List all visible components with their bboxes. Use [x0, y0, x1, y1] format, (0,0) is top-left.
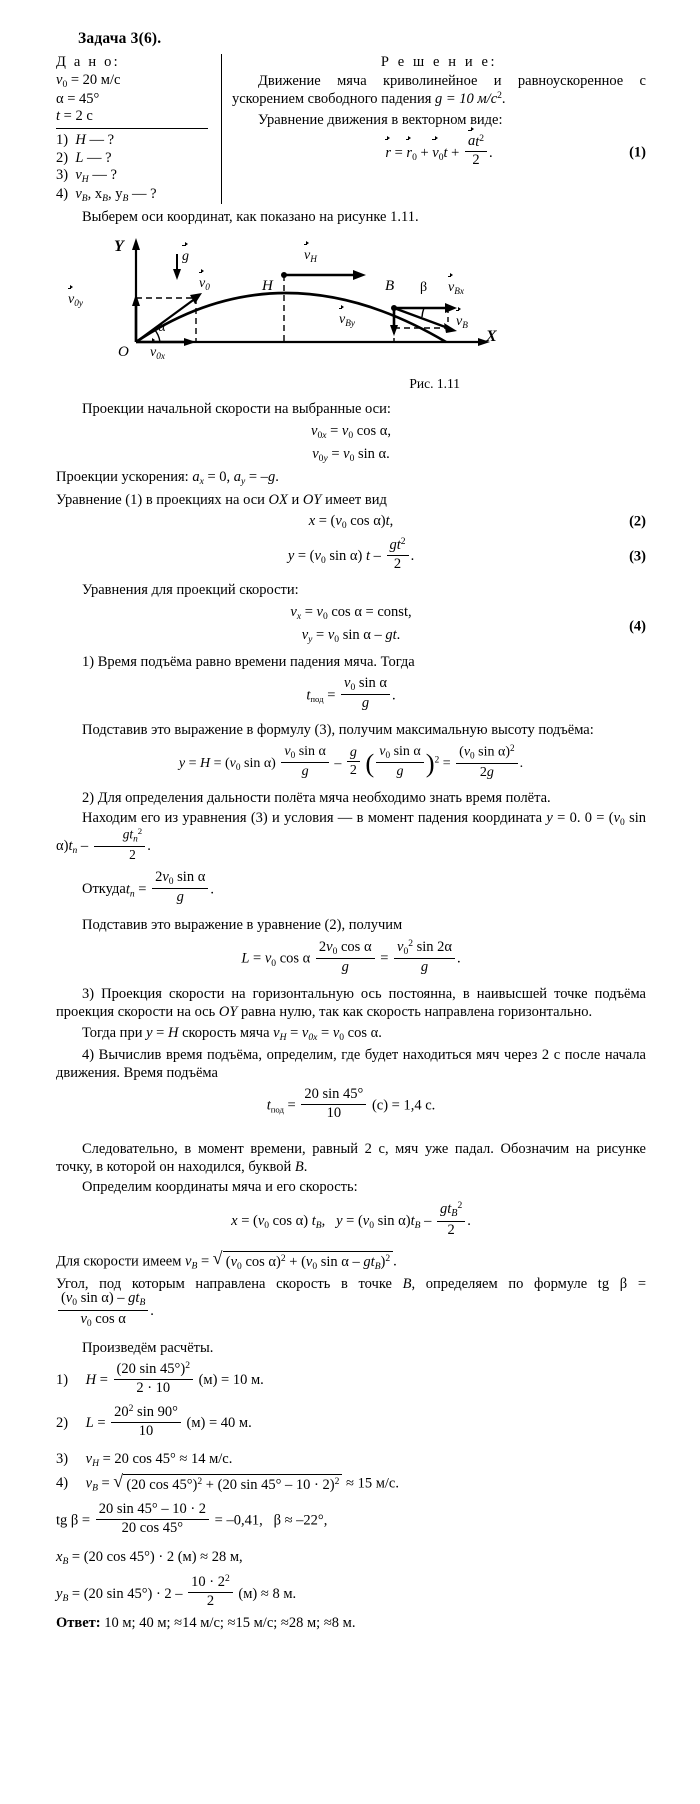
vector-r: r [385, 144, 391, 163]
find-time-lead-text: Находим его из уравнения (3) и условия — в момент падения координата [82, 810, 543, 827]
page-content [56, 30, 646, 1634]
beta-value: β ≈ –22°, [273, 1512, 328, 1529]
figure-label-vH: v $_H$ [304, 248, 317, 264]
given-question-3 [56, 167, 213, 186]
find-time-from-eq3-text: Находим его из уравнения (3) и условия — в момент падения координата y = 0. $0 = (v_0$ $\sin \alpha)t_п$ – $\frac{gt_п^2}{2}$ . [56, 810, 647, 862]
item-3-mid: скорость мяча [178, 1024, 274, 1041]
result-xB-subscript: B [62, 1556, 69, 1568]
tg-beta-denominator: 20 cos 45° [121, 1519, 184, 1536]
t-rise-value-subscript: под [270, 1104, 284, 1115]
result-2-tail: (м) = 40 м. [186, 1415, 252, 1432]
result-tg-beta [56, 1501, 646, 1538]
formula-xy-at-B: $x = (v_0$ cos α) $t_B$, $y = (v_0$ $\sin \alpha)t_B$ – $\frac{gt_B^2}{2}$ . [231, 1200, 471, 1239]
g-value: g = 10 м/с [435, 91, 498, 108]
given-divider [56, 128, 208, 129]
result-1-symbol: H [85, 1372, 97, 1389]
t-rise-subscript: под [310, 693, 324, 704]
result-4-subscript: B [92, 1482, 98, 1494]
formula-L: $L = v_0$ cos α $\frac{2v_0 \cos \alpha}{g}$ = $\frac{v_0^2 \sin 2\alpha}{g}$ . [241, 938, 461, 976]
g-symbol [435, 91, 497, 107]
angle-at-B-paragraph: Угол, под которым направлена скорость в точке B, определяем по формуле tg β = $\frac{(v_0 \sin \alpha) - gt_B}{v_0 \cos \alpha}$ . [56, 1276, 646, 1329]
equation-number-2: (2) [629, 513, 646, 530]
choose-axes-paragraph: Выберем оси координат, как показано на рисунке 1.11. [82, 209, 419, 225]
formula-t-rise: $t_{под}$ = $\frac{v_0 \sin \alpha}{g}$ . [306, 674, 396, 712]
figure-label-axis-y: Y [114, 238, 124, 256]
equation-number-1: (1) [629, 144, 646, 161]
fraction-at2-over-2: a $t^2$ 2 [465, 134, 487, 169]
solution-intro-paragraph: Движение мяча криволинейное и равноускоренное с ускорением свободного падения g = 10 $м/с^2$. [232, 73, 646, 108]
page-title: Задача 3(6). [78, 30, 162, 47]
given-question-4-sep-2: , y [107, 185, 123, 202]
equation-number-4: (4) [629, 618, 646, 635]
result-3-subscript: H [92, 1457, 99, 1469]
solution-vector-equation-note: Уравнение движения в векторном виде: [258, 111, 503, 128]
result-4-symbol: v [85, 1475, 93, 1492]
figure-label-beta: β [420, 280, 428, 296]
result-3 [56, 1450, 646, 1470]
speed-at-B-label: Для скорости имеем [56, 1253, 186, 1270]
equation1-projections-text: Уравнение (1) в проекциях на оси OX и OY имеет вид [56, 491, 387, 508]
figure-label-v0y: v $_{0y}$ [68, 292, 83, 308]
result-2: 2) L = $\frac{20^2 \sin 90^\circ}{10}$ (м) = 40 м. [56, 1403, 252, 1439]
result-2-denominator: 10 [138, 1422, 154, 1439]
formula-vx: $v_x = v_0$ cos α = const, [290, 603, 412, 622]
given-row-v0 [56, 72, 213, 91]
tg-beta-label: tg β = [56, 1512, 94, 1529]
result-1-tail: (м) = 10 м. [198, 1372, 264, 1389]
given-value-v0: = 20 м/с [67, 72, 121, 88]
tg-beta-numerator: 20 sin 45° – 10 · 2 [96, 1502, 209, 1520]
result-xB-value: = (20 cos 45°) · 2 (м) ≈ 28 м, [68, 1549, 243, 1566]
sqrt-vB-numeric: √ (20 cos 45°)$^2$ + (20 sin 45° – 10 · 2)$^2$ [113, 1474, 342, 1494]
tg-beta-fraction [96, 1502, 209, 1536]
given-question-4-symbol-v: v [75, 185, 82, 202]
formula-v0x: $v_{0x} = v_0$ cos α, [311, 422, 391, 441]
figure-label-H: H [262, 278, 273, 295]
formula-2: $x = (v_0$ cos α)t, (2) [308, 512, 646, 531]
given-question-4 [56, 186, 213, 205]
result-4-radicand-b-exponent: 2 [334, 1475, 340, 1487]
figure-label-axis-x: X [486, 328, 497, 346]
figure-label-vB: v $_B$ [456, 314, 468, 330]
fraction-gt2-over-2: $\frac{gt^2}{2}$ [387, 537, 409, 572]
equation-number-3: (3) [629, 548, 646, 565]
vector-a: a [468, 134, 475, 150]
answer-text: 10 м; 40 м; ≈14 м/с; ≈15 м/с; ≈28 м; ≈8 м. [100, 1614, 356, 1631]
given-question-1-symbol: H [75, 132, 86, 149]
result-1-fraction [114, 1361, 193, 1396]
velocity-projections-text: Уравнения для проекций скорости: [82, 582, 299, 599]
result-yB-prefix: = (20 sin 45°) · 2 – [68, 1585, 187, 1602]
given-question-4-sep-1: , x [87, 185, 103, 202]
figure-label-vBy: v $_{By}$ [339, 312, 355, 328]
t-rise-numerator: 20 sin 45° [301, 1087, 366, 1105]
otkuda-label: Откуда [82, 881, 126, 898]
given-question-1-tail: — ? [85, 132, 115, 149]
given-panel [56, 54, 222, 204]
result-2-fraction [111, 1404, 181, 1439]
given-question-3-subscript: H [81, 174, 89, 186]
given-and-solution-block [56, 54, 646, 204]
result-3-number: 3) [56, 1450, 69, 1467]
answer-label: Ответ: [56, 1614, 101, 1631]
result-1: 1) H = $\frac{(20 \sin 45^\circ)^2}{2 \cdot 10}$ (м) = 10 м. [56, 1360, 264, 1396]
given-value-t: = 2 с [60, 107, 93, 124]
solution-panel [232, 54, 646, 171]
result-1-number: 1) [56, 1372, 69, 1389]
formula-vy: $v_y = v_0$ sin α – gt. [301, 627, 401, 646]
t-p-subscript-1: п [72, 844, 78, 856]
item-4-text: 4) Вычислив время подъёма, определим, где будет находиться мяч через 2 с после начала движения. Время подъёма [56, 1046, 646, 1081]
speed-at-B-line: Для скорости имеем $v_B$ = √ ($v_0$ $\cos \alpha)^2 + (v_0$ sin α – $gt_B)^2$ . [56, 1247, 397, 1273]
given-question-3-symbol: v [75, 167, 82, 184]
result-2-numerator: 20 [114, 1404, 129, 1421]
projections-initial-velocity-text: Проекции начальной скорости на выбранные оси: [82, 401, 391, 418]
given-question-2-symbol: L [75, 149, 84, 166]
formula-t-rise-value: $t_{под}$ = $\frac{20 \sin 45^\circ}{10}$ (с) = 1,4 с. [266, 1086, 436, 1121]
formula-3: $y = (v_0$ sin α) t – $\frac{gt^2}{2}$ . (3) [287, 536, 646, 572]
result-3-symbol: v [85, 1450, 93, 1467]
item-3-lead: Тогда при [82, 1024, 147, 1041]
given-value-alpha: = 45° [63, 90, 100, 107]
result-2-numerator-exponent: 2 [128, 1403, 134, 1415]
substitute-into-eq2-text: Подставив это выражение в уравнение (2), получим [82, 917, 403, 934]
given-symbol-t: t [56, 107, 61, 124]
given-question-4-tail: — ? [128, 185, 157, 202]
g-exponent: 2 [497, 90, 502, 102]
formula-v0y: $v_{0y} = v_0$ sin α. [312, 446, 390, 465]
result-yB-symbol: y [56, 1585, 63, 1602]
item-3-conclusion-text: Тогда при y = H скорость мяча $v_H = v_{0x} = v_0$ cos α. [82, 1024, 382, 1043]
given-row-alpha [56, 91, 213, 108]
sqrt-vB-general: √ ($v_0$ $\cos \alpha)^2 + (v_0$ sin α – $gt_B)^2$ [213, 1251, 393, 1273]
item-1-text: 1) Время подъёма равно времени падения мяча. Тогда [82, 653, 415, 670]
result-xB-symbol: x [56, 1549, 63, 1566]
result-2-numerator-tail: sin 90° [133, 1404, 178, 1421]
given-row-t [56, 108, 213, 125]
result-1-numerator: (20 sin 45°) [116, 1360, 186, 1377]
given-symbol-alpha: α [56, 90, 64, 107]
given-question-1 [56, 132, 213, 149]
projections-acceleration-text: Проекции ускорения: $a_x = 0$, $a_y = -g$. [56, 469, 279, 488]
result-yB-subscript: B [62, 1592, 69, 1604]
result-xB [56, 1548, 646, 1568]
given-question-3-tail: — ? [88, 167, 117, 184]
figure-1-11 [56, 232, 646, 380]
solution-intro-text: Движение мяча криволинейное и равноускоренное с ускорением свободного падения [232, 73, 646, 108]
result-1-numerator-exponent: 2 [185, 1360, 190, 1372]
given-question-2-number: 2) [56, 149, 69, 166]
hence-paragraph: Следовательно, в момент времени, равный 2 с, мяч уже падал. Обозначим на рисунке точку, в которой он находился, буквой B. [56, 1140, 646, 1175]
figure-label-gravity: g [182, 249, 189, 265]
fraction-v0sina-over-g: $\frac{v_0 \sin \alpha}{g}$ [341, 676, 390, 712]
figure-label-B: B [385, 278, 395, 295]
given-label: Д а н о: [56, 54, 120, 70]
result-4-radicand-b: (20 sin 45° – 10 · 2) [217, 1476, 335, 1493]
given-question-4-sub-x: B [102, 192, 108, 204]
result-4: 4) $v_B$ = √ (20 cos 45°)$^2$ + (20 sin 45° – 10 · 2)$^2$ ≈ 15 м/с. [56, 1470, 399, 1494]
vector-r0: r [406, 144, 412, 163]
t-rise-denominator: 10 [326, 1104, 342, 1121]
formula-H: $y = H = (v_0$ sin α) $\frac{v_0 \sin \alpha}{g}$ – $\frac{g}{2}$ ( $\frac{v_0 \sin \alpha}{g}$ )$^2$ = $\frac{(v_0 \sin \alpha)^2}{2g}$ . [178, 743, 524, 780]
result-yB-numerator-exponent: 2 [225, 1573, 230, 1585]
given-question-3-number: 3) [56, 167, 69, 184]
answer-line [56, 1614, 646, 1632]
tg-beta-value: = –0,41, [214, 1512, 263, 1529]
given-question-4-sub-y: B [122, 192, 129, 204]
result-yB [56, 1573, 646, 1612]
result-3-value: = 20 cos 45° ≈ 14 м/с. [98, 1450, 233, 1467]
given-question-4-number: 4) [56, 185, 69, 202]
projections-acceleration-label: Проекции ускорения: [56, 469, 193, 486]
given-question-1-number: 1) [56, 132, 69, 149]
figure-label-v0x: v $_{0x}$ [150, 345, 165, 361]
result-4-tail: ≈ 15 м/с. [342, 1475, 399, 1492]
figure-label-alpha: α [158, 320, 166, 336]
figure-caption: Рис. 1.11 [409, 376, 460, 392]
formula-4-group [56, 603, 646, 647]
figure-label-vBx: v $_{Bx}$ [448, 280, 464, 296]
vector-v0: v [432, 144, 438, 163]
result-4-number: 4) [56, 1475, 69, 1492]
determine-coordinates-text: Определим координаты мяча и его скорость: [82, 1179, 358, 1196]
result-2-symbol: L [85, 1415, 94, 1432]
given-question-4-sub-v: B [81, 192, 88, 204]
calculations-heading: Произведём расчёты. [82, 1340, 214, 1357]
substitute-for-H-text: Подставив это выражение в формулу (3), получим максимальную высоту подъёма: [82, 721, 594, 738]
t-rise-tail: (с) = 1,4 с. [371, 1097, 436, 1114]
item-2-text: 2) Для определения дальности полёта мяча необходимо знать время полёта. [82, 789, 551, 806]
result-yB-fraction [188, 1574, 233, 1609]
otkuda-line: Откудаt$_п$ = $\frac{2v_0 \sin \alpha}{g}$ . [56, 872, 646, 908]
item-3-text: 3) Проекция скорости на горизонтальную ось постоянна, в наивысшей точке подъёма проекция скорости на ось OY равна нулю, так как скорость направлена горизонтально. [56, 986, 646, 1021]
result-1-denominator: 2 · 10 [136, 1379, 171, 1396]
given-symbol-v0: v [56, 72, 63, 88]
given-question-2 [56, 150, 213, 167]
projectile-trajectory-diagram [56, 232, 646, 380]
formula-1: r = r $_0$ + v $_0$t + a $t^2$ 2 . (1) [232, 136, 646, 171]
solution-label: Р е ш е н и е: [380, 54, 498, 70]
result-yB-tail: (м) ≈ 8 м. [234, 1585, 297, 1602]
figure-label-v0: v $_0$ [199, 276, 210, 292]
figure-label-origin: O [118, 344, 129, 361]
given-question-2-tail: — ? [83, 149, 112, 166]
given-subscript-v0: 0 [62, 79, 68, 91]
result-4-radicand-a: (20 cos 45°) [126, 1476, 198, 1493]
result-yB-numerator: 10 · 2 [191, 1574, 226, 1591]
result-yB-denominator: 2 [206, 1592, 215, 1609]
result-4-radicand-a-exponent: 2 [197, 1475, 203, 1487]
result-2-number: 2) [56, 1415, 69, 1432]
